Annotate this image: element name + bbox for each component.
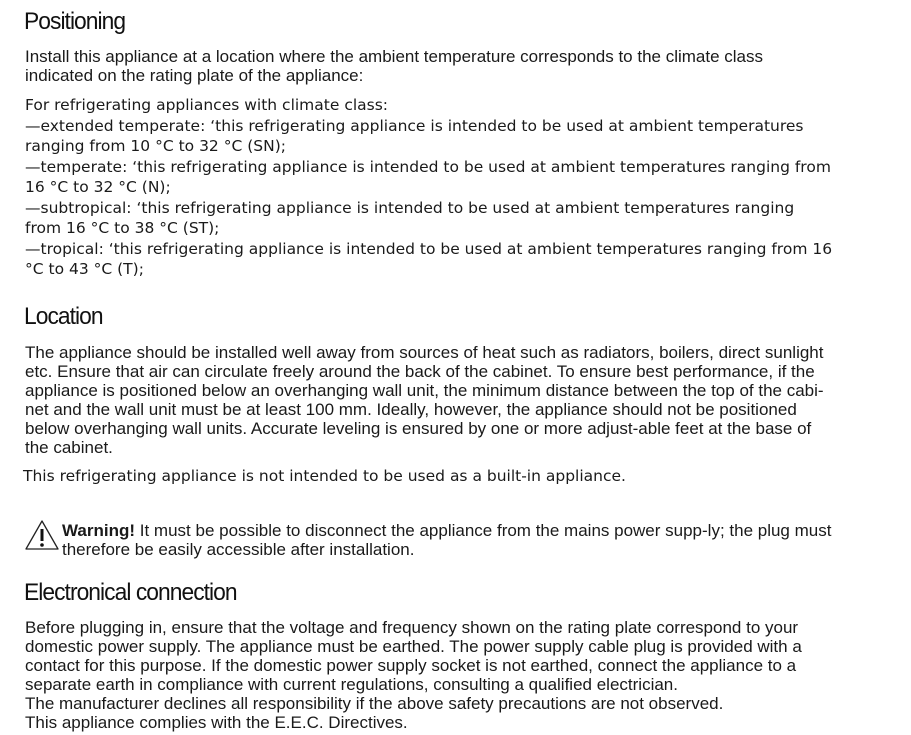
warning-line-1: Warning! It must be possible to disconnect the appliance from the mains power supp-ly; the plug must — [62, 521, 832, 540]
climate-class-line: °C to 43 °C (T); — [25, 260, 144, 278]
climate-class-line: 16 °C to 32 °C (N); — [25, 178, 171, 196]
climate-class-line: ranging from 10 °C to 32 °C (SN); — [25, 137, 286, 155]
electrical-body-line: This appliance complies with the E.E.C. Directives. — [25, 713, 408, 732]
location-body-line: The appliance should be installed well away from sources of heat such as radiators, boilers, direct sunlight — [25, 343, 824, 362]
builtin-note: This refrigerating appliance is not intended to be used as a built-in appliance. — [23, 467, 626, 485]
climate-class-line: —subtropical: ‘this refrigerating appliance is intended to be used at ambient temperatures ranging — [25, 199, 795, 217]
electrical-body-line: Before plugging in, ensure that the voltage and frequency shown on the rating plate correspond to your — [25, 618, 799, 637]
electrical-body-line: domestic power supply. The appliance must be earthed. The power supply cable plug is provided with a — [25, 637, 802, 656]
climate-class-line: —extended temperate: ‘this refrigerating appliance is intended to be used at ambient temperatures — [25, 117, 804, 135]
location-body-line: appliance is positioned below an overhanging wall unit, the minimum distance between the top of the cabi- — [25, 381, 824, 400]
climate-class-line: For refrigerating appliances with climate class: — [25, 96, 389, 114]
location-heading: Location — [24, 303, 103, 330]
positioning-intro-line: Install this appliance at a location where the ambient temperature corresponds to the climate class — [25, 47, 764, 66]
positioning-heading: Positioning — [24, 8, 126, 35]
electrical-body-line: contact for this purpose. If the domestic power supply socket is not earthed, connect the appliance to a — [25, 656, 797, 675]
location-body-line: net and the wall unit must be at least 100 mm. Ideally, however, the appliance should not be positioned — [25, 400, 797, 419]
location-body-line: etc. Ensure that air can circulate freely around the back of the cabinet. To ensure best performance, if the — [25, 362, 815, 381]
location-body-line: the cabinet. — [25, 438, 113, 457]
electrical-heading: Electronical connection — [24, 579, 237, 606]
electrical-body-line: separate earth in compliance with current regulations, consulting a qualified electrician. — [25, 675, 678, 694]
warning-line-2: therefore be easily accessible after installation. — [62, 540, 415, 559]
climate-class-line: —tropical: ‘this refrigerating appliance is intended to be used at ambient temperatures ranging from 16 — [25, 240, 833, 258]
climate-class-line: from 16 °C to 38 °C (ST); — [25, 219, 220, 237]
climate-class-line: —temperate: ‘this refrigerating appliance is intended to be used at ambient temperatures ranging from — [25, 158, 831, 176]
positioning-intro-line: indicated on the rating plate of the appliance: — [25, 66, 364, 85]
warning-triangle-icon — [24, 519, 60, 551]
location-body-line: below overhanging wall units. Accurate leveling is ensured by one or more adjust-able feet at the base of — [25, 419, 812, 438]
warning-label: Warning! — [62, 521, 136, 540]
electrical-body-line: The manufacturer declines all responsibility if the above safety precautions are not observed. — [25, 694, 724, 713]
